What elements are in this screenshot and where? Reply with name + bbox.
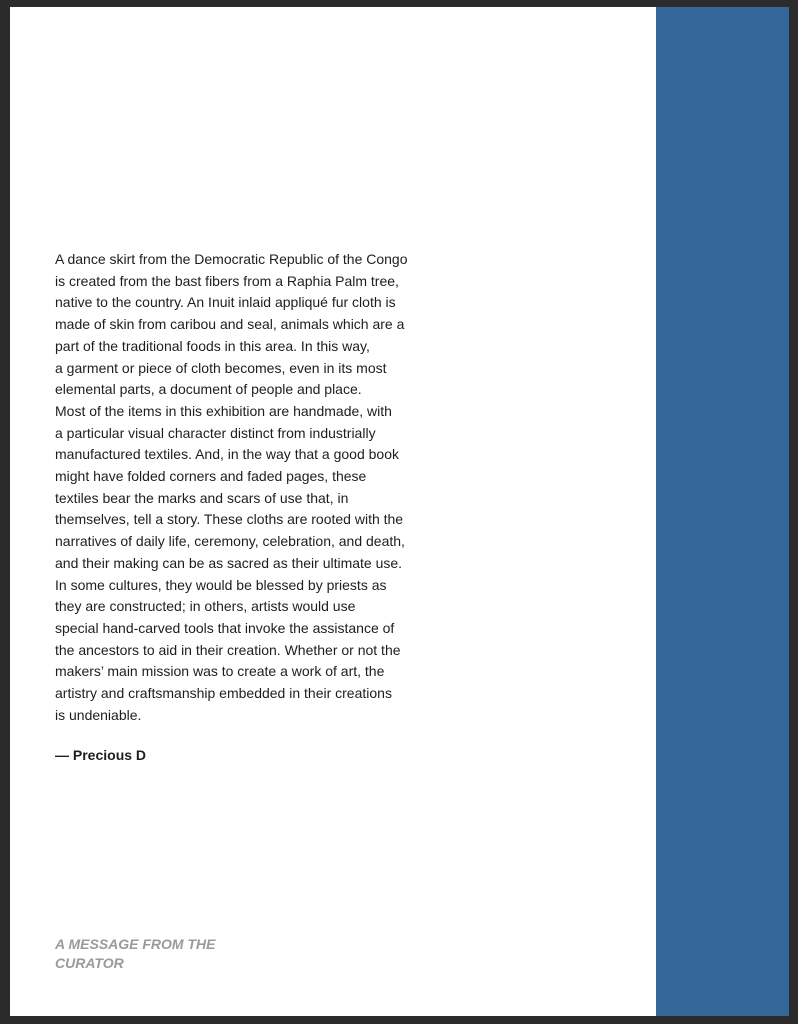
body-line: made of skin from caribou and seal, animals which are a <box>55 316 405 333</box>
body-line: A dance skirt from the Democratic Republic of the Congo <box>55 251 408 267</box>
body-line: they are constructed; in others, artists would use <box>55 598 356 615</box>
section-label <box>55 935 216 972</box>
curator-message-body <box>55 249 455 726</box>
body-line: themselves, tell a story. These cloths are rooted with the <box>55 511 404 528</box>
body-line: a garment or piece of cloth becomes, even in its most <box>55 359 387 376</box>
decorative-side-band <box>656 7 789 1016</box>
body-line: elemental parts, a document of people and place. <box>55 381 362 398</box>
author-signature: — Precious D <box>55 747 147 763</box>
document-page <box>10 7 789 1016</box>
body-line: makers’ main mission was to create a work of art, the <box>55 663 385 680</box>
section-label-line: CURATOR <box>55 954 124 971</box>
body-line: native to the country. An Inuit inlaid appliqué fur cloth is <box>55 294 396 311</box>
body-line: narratives of daily life, ceremony, celebration, and death, <box>55 533 405 550</box>
body-line: artistry and craftsmanship embedded in their creations <box>55 685 392 702</box>
body-line: is created from the bast fibers from a Raphia Palm tree, <box>55 272 399 289</box>
body-line: and their making can be as sacred as their ultimate use. <box>55 554 403 571</box>
body-line: might have folded corners and faded pages, these <box>55 468 367 485</box>
body-line: a particular visual character distinct from industrially <box>55 424 376 441</box>
section-label-line: A MESSAGE FROM THE <box>55 936 216 952</box>
body-line: textiles bear the marks and scars of use that, in <box>55 489 349 506</box>
body-line: is undeniable. <box>55 706 142 723</box>
body-line: special hand-carved tools that invoke the assistance of <box>55 619 395 636</box>
body-line: the ancestors to aid in their creation. Whether or not the <box>55 641 401 658</box>
body-line: In some cultures, they would be blessed by priests as <box>55 576 387 593</box>
body-line: Most of the items in this exhibition are handmade, with <box>55 402 392 419</box>
body-line: part of the traditional foods in this area. In this way, <box>55 337 370 354</box>
body-line: manufactured textiles. And, in the way that a good book <box>55 446 399 463</box>
